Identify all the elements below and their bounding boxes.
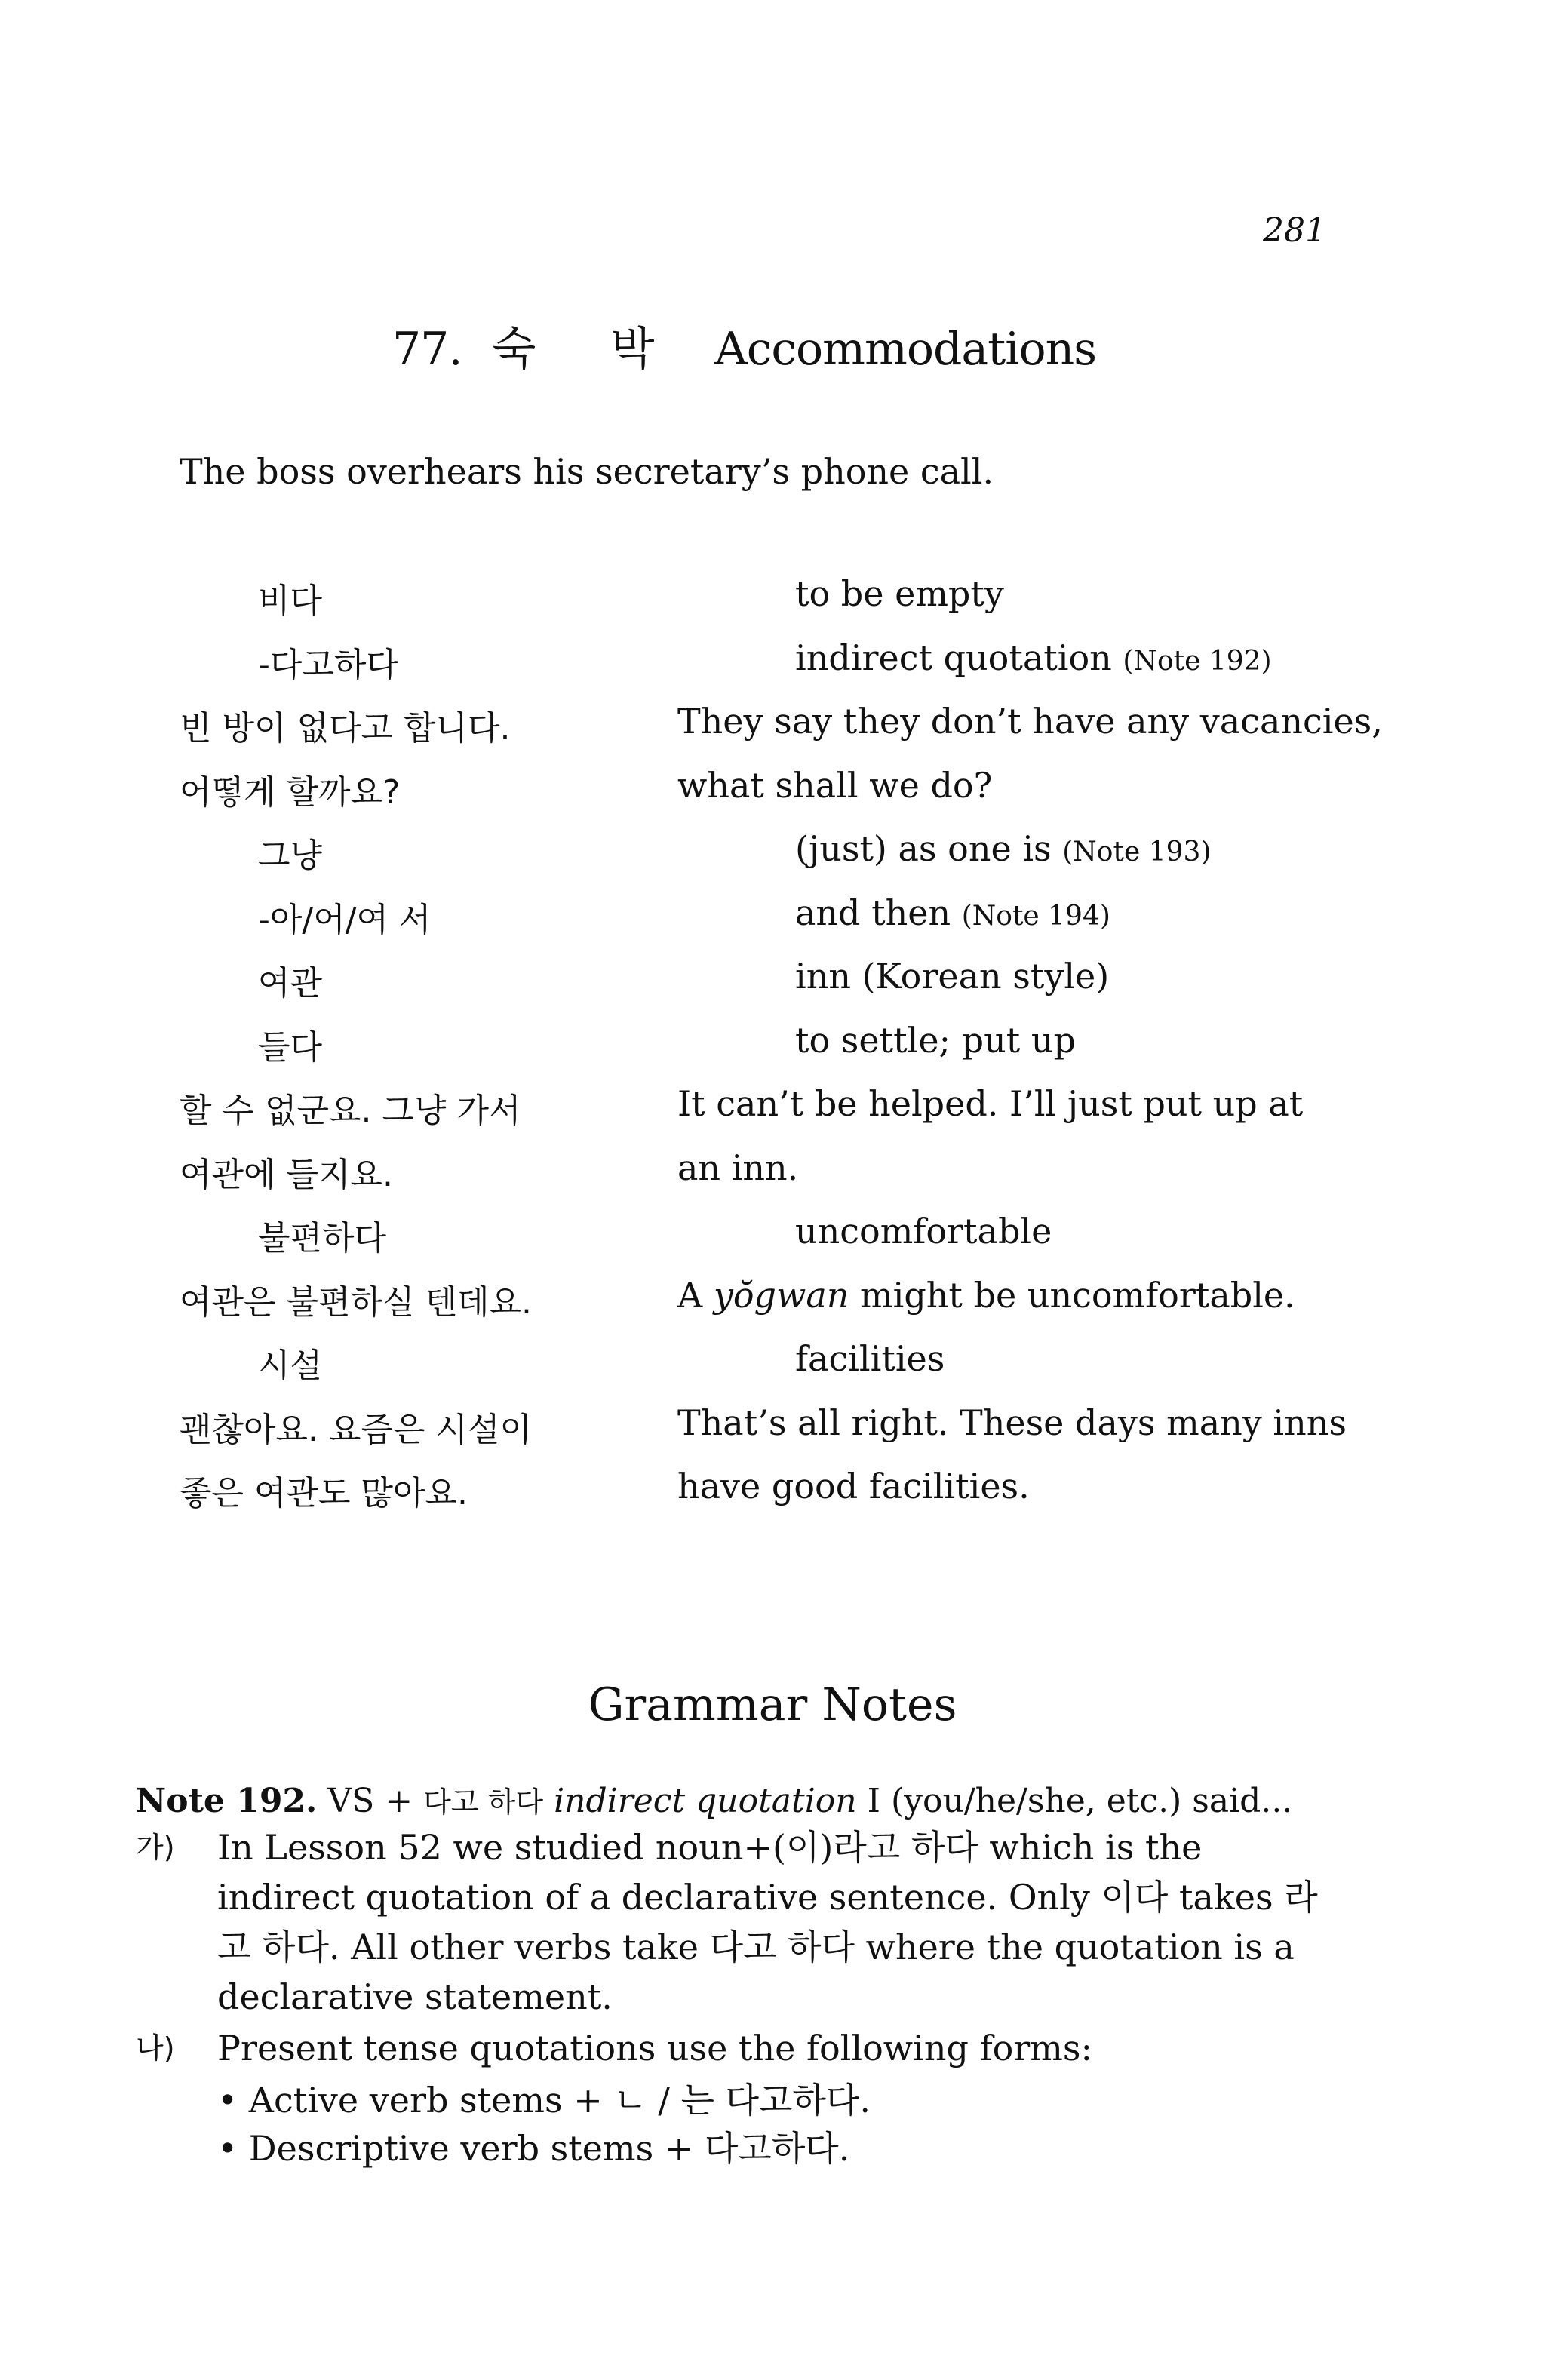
vocab-row xyxy=(0,573,1545,637)
english-text-main: to be empty xyxy=(795,573,1004,614)
english-text xyxy=(795,1338,945,1379)
dialogue-table xyxy=(0,573,1545,1530)
english-text xyxy=(795,573,1004,614)
dialogue-line xyxy=(0,1083,1545,1147)
english-text xyxy=(795,892,1110,933)
korean-text: 불편하다 xyxy=(258,1219,387,1258)
english-text-main: uncomfortable xyxy=(795,1211,1052,1251)
korean-text: 그냥 xyxy=(258,837,323,875)
note-reference: (Note 193) xyxy=(1062,837,1212,868)
english-text-main: inn (Korean style) xyxy=(795,956,1110,997)
paragraph-na xyxy=(136,2023,1328,2073)
korean-text: -아/어/여 서 xyxy=(258,900,432,939)
english-text-main: (just) as one is xyxy=(795,828,1052,869)
korean-text: 괜찮아요. 요즘은 시설이 xyxy=(180,1410,532,1449)
korean-text: 여관 xyxy=(258,964,323,1003)
vocab-row xyxy=(0,892,1545,957)
dialogue-line xyxy=(0,701,1545,765)
english-text xyxy=(795,1020,1076,1061)
paragraph-ga xyxy=(136,1823,1328,2022)
korean-text: 들다 xyxy=(258,1027,323,1067)
paragraph-marker: 나) xyxy=(136,2031,175,2065)
dialogue-line xyxy=(0,1147,1545,1211)
english-text-main: and then xyxy=(795,892,951,933)
english-text-part: might be uncomfortable. xyxy=(849,1274,1295,1316)
vocab-row xyxy=(0,956,1545,1020)
note-vs: VS + xyxy=(327,1782,413,1820)
dialogue-line xyxy=(0,765,1545,829)
vocab-row xyxy=(0,637,1545,702)
note-label: Note 192. xyxy=(136,1782,318,1820)
english-text-main: That’s all right. These days many inns xyxy=(677,1402,1347,1443)
note-192-heading xyxy=(136,1779,1292,1820)
korean-text: 비다 xyxy=(258,582,323,620)
english-text xyxy=(677,765,992,806)
korean-text: 좋은 여관도 많아요. xyxy=(180,1474,468,1512)
english-text-main: It can’t be helped. I’ll just put up at xyxy=(677,1083,1304,1124)
bullet-item: • Active verb stems + ㄴ / 는 다고하다. xyxy=(217,2080,871,2121)
english-text-main: an inn. xyxy=(677,1147,799,1188)
english-text xyxy=(677,701,1383,742)
dialogue-line xyxy=(0,1466,1545,1530)
intro-sentence: The boss overhears his secretary’s phone call. xyxy=(180,451,994,492)
vocab-row xyxy=(0,1338,1545,1402)
english-text xyxy=(677,1466,1030,1506)
korean-text: 어떻게 할까요? xyxy=(180,772,401,812)
korean-text: 할 수 없군요. 그냥 가서 xyxy=(180,1092,521,1130)
note-italic-term: indirect quotation xyxy=(554,1782,857,1820)
dialogue-line xyxy=(0,1275,1545,1339)
note-reference: (Note 194) xyxy=(961,900,1110,932)
korean-text: 여관에 들지요. xyxy=(180,1155,393,1194)
lesson-korean-title: 숙 박 xyxy=(492,323,685,376)
english-text xyxy=(795,637,1272,678)
bullet-item: • Descriptive verb stems + 다고하다. xyxy=(217,2128,850,2169)
paragraph-text: Present tense quotations use the following forms: xyxy=(217,2028,1093,2068)
english-text xyxy=(677,1147,798,1188)
english-text xyxy=(677,1402,1347,1443)
english-text xyxy=(677,1275,1295,1316)
english-text-main: They say they don’t have any vacancies, xyxy=(677,701,1383,742)
english-text xyxy=(795,828,1211,869)
vocab-row xyxy=(0,828,1545,892)
english-text-main: have good facilities. xyxy=(677,1466,1030,1506)
note-korean-form: 다고 하다 xyxy=(423,1786,544,1819)
english-text-main: indirect quotation xyxy=(795,637,1112,678)
lesson-number: 77. xyxy=(392,323,462,376)
note-meaning: I (you/he/she, etc.) said... xyxy=(867,1782,1293,1820)
lesson-title xyxy=(392,313,1096,378)
korean-text: 여관은 불편하실 텐데요. xyxy=(180,1282,532,1322)
english-text xyxy=(795,956,1109,997)
english-text-part: yŏgwan xyxy=(713,1274,849,1316)
english-text xyxy=(795,1211,1052,1251)
english-text-main: to settle; put up xyxy=(795,1019,1076,1061)
note-reference: (Note 192) xyxy=(1123,645,1272,677)
paragraph-marker: 가) xyxy=(136,1831,175,1864)
lesson-english-title: Accommodations xyxy=(714,323,1097,376)
grammar-notes-heading: Grammar Notes xyxy=(588,1678,957,1731)
dialogue-line xyxy=(0,1402,1545,1466)
english-text xyxy=(677,1083,1303,1124)
english-text-main: what shall we do? xyxy=(677,764,993,806)
vocab-row xyxy=(0,1020,1545,1084)
korean-text: -다고하다 xyxy=(258,645,398,684)
paragraph-text: In Lesson 52 we studied noun+(이)라고 하다 which is the indirect quotation of a declarative sentence. Only 이다 takes 라고 하다. All other verbs take 다고 하다 where the quotation is a declarative statement. xyxy=(217,1827,1318,2017)
page-number: 281 xyxy=(1263,211,1326,250)
korean-text: 빈 방이 없다고 합니다. xyxy=(180,709,511,748)
korean-text: 시설 xyxy=(258,1347,323,1385)
english-text-part: A xyxy=(677,1274,714,1316)
vocab-row xyxy=(0,1211,1545,1275)
english-text-main: facilities xyxy=(795,1338,945,1379)
